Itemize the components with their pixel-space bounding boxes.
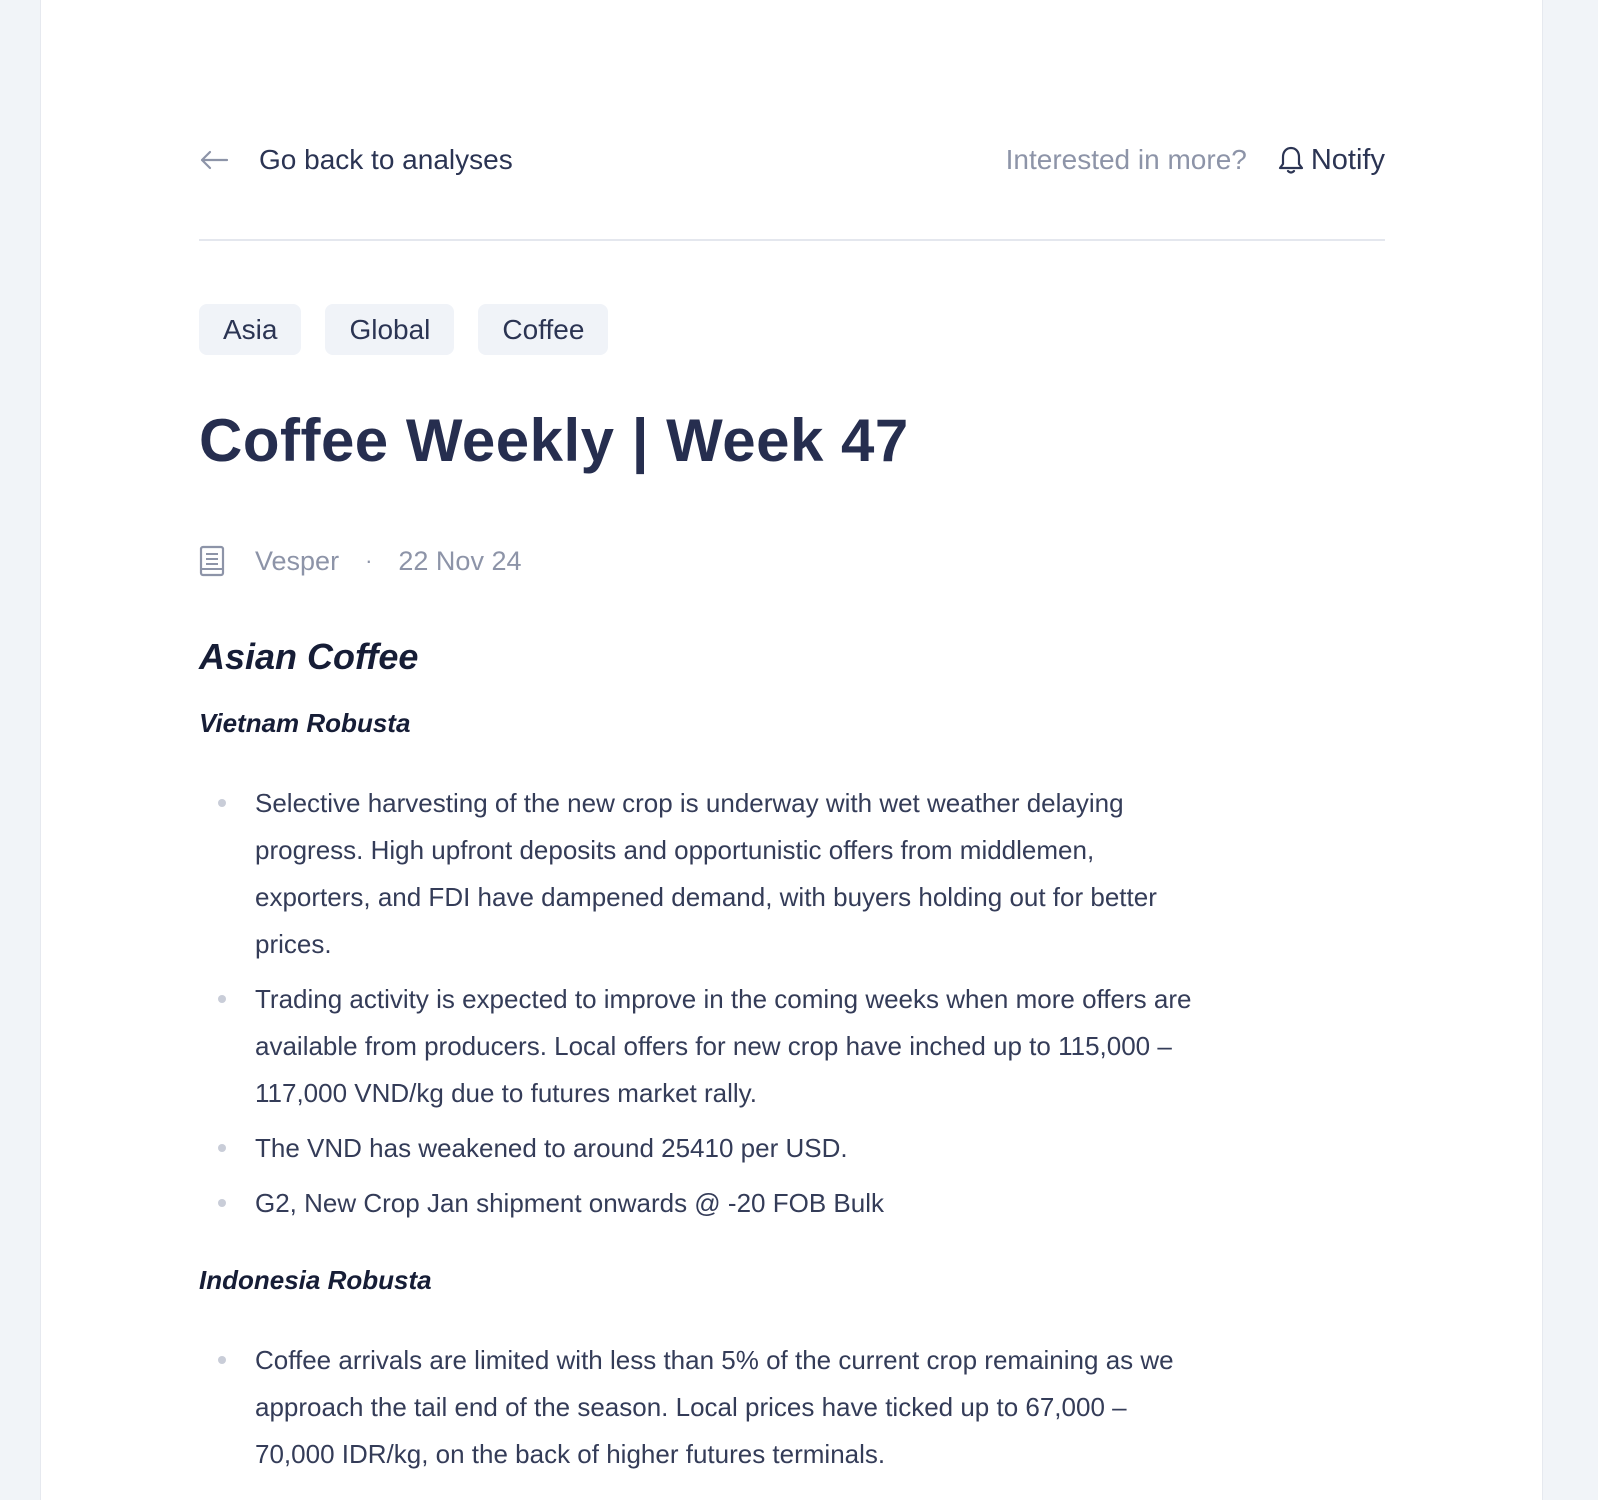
list-item [199, 1337, 1199, 1478]
notify-label: Notify [1310, 143, 1385, 176]
meta-separator: · [365, 548, 373, 573]
bullet-dot [218, 799, 226, 807]
bullet-dot [218, 1199, 226, 1207]
bell-icon [1277, 145, 1305, 175]
list-item-text: Coffee arrivals are limited with less than 5% of the current crop remaining as we approach the tail end of the season. Local prices have ticked up to 67,000 – 70,000 IDR/kg, on the back of higher futures terminals. [255, 1345, 1174, 1469]
list-item-text: Trading activity is expected to improve in the coming weeks when more offers are available from producers. Local offers for new crop have inched up to 115,000 – 117,000 VND/kg due to futures market rally. [255, 984, 1192, 1108]
list-item [199, 1180, 1199, 1227]
article-topbar [199, 130, 1385, 190]
tag-asia[interactable]: Asia [199, 304, 301, 355]
notify-area [1006, 144, 1385, 177]
notify-button[interactable] [1277, 144, 1385, 177]
bullet-list [199, 780, 1199, 1235]
tag-global[interactable]: Global [325, 304, 454, 355]
bullet-list [199, 1337, 1199, 1486]
arrow-left-icon [199, 148, 229, 172]
tag-coffee[interactable]: Coffee [478, 304, 608, 355]
list-item-text: Selective harvesting of the new crop is underway with wet weather delaying progress. High upfront deposits and opportunistic offers from middlemen, exporters, and FDI have dampened demand, with buyers holding out for better prices. [255, 788, 1157, 959]
list-item [199, 780, 1199, 968]
list-item [199, 976, 1199, 1117]
header-divider [199, 239, 1385, 241]
bullet-dot [218, 1144, 226, 1152]
article-author: Vesper [255, 545, 340, 576]
list-item-text: G2, New Crop Jan shipment onwards @ -20 FOB Bulk [255, 1188, 884, 1218]
document-icon [199, 545, 225, 577]
tag-list [199, 304, 632, 355]
list-item-text: The VND has weakened to around 25410 per USD. [255, 1133, 848, 1163]
list-item [199, 1125, 1199, 1172]
bullet-dot [218, 995, 226, 1003]
article-date: 22 Nov 24 [398, 545, 522, 576]
subsection-title: Vietnam Robusta [199, 708, 411, 738]
back-link-label: Go back to analyses [259, 144, 513, 175]
back-to-analyses-link[interactable] [199, 144, 513, 176]
article-title: Coffee Weekly | Week 47 [199, 407, 909, 474]
subsection-title: Indonesia Robusta [199, 1265, 432, 1295]
article-page [40, 0, 1543, 1500]
interested-text: Interested in more? [1005, 144, 1247, 175]
section-title: Asian Coffee [199, 636, 419, 677]
bullet-dot [218, 1356, 226, 1364]
article-meta [199, 545, 521, 577]
